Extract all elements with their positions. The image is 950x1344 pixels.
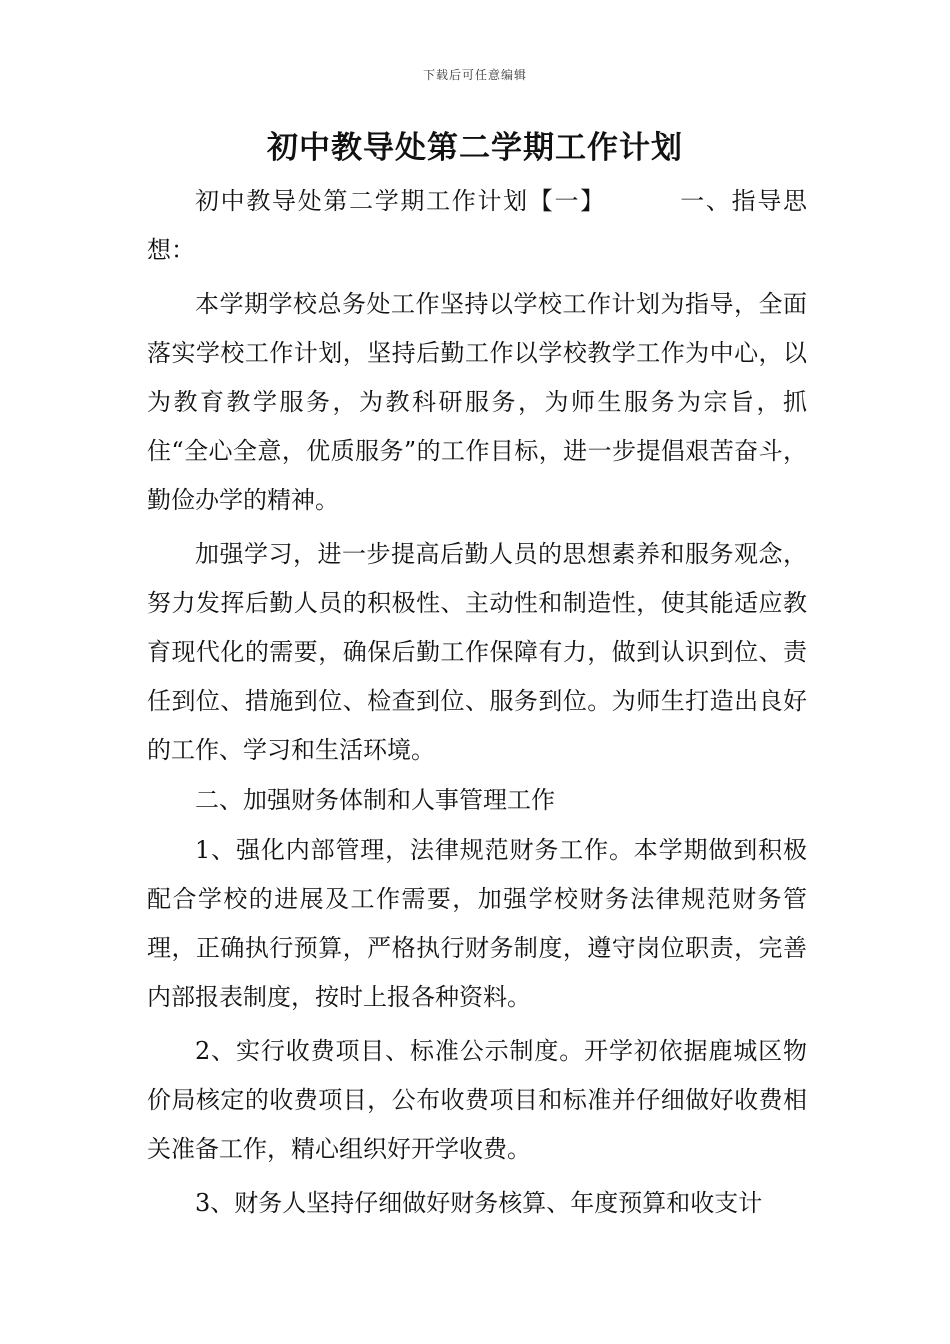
section-heading: 二、加强财务体制和人事管理工作 bbox=[195, 786, 555, 814]
body-paragraph: 加强学习，进一步提高后勤人员的思想素养和服务观念，努力发挥后勤人员的积极性、主动性和制造性，使其能适应教育现代化的需要，确保后勤工作保障有力，做到认识到位、责任到位、措施到位、检查到位、服务到位。为师生打造出良好的工作、学习和生活环境。 bbox=[147, 540, 807, 764]
body-paragraph: 2、实行收费项目、标准公示制度。开学初依据鹿城区物价局核定的收费项目，公布收费项目和标准并仔细做好收费相关准备工作，精心组织好开学收费。 bbox=[147, 1037, 807, 1163]
body-paragraph: 3、财务人坚持仔细做好财务核算、年度预算和收支计 bbox=[195, 1189, 763, 1217]
body-paragraph: 1、强化内部管理，法律规范财务工作。本学期做到积极配合学校的进展及工作需要，加强学校财务法律规范财务管理，正确执行预算，严格执行财务制度，遵守岗位职责，完善内部报表制度，按时上报各种资料。 bbox=[147, 836, 807, 1011]
body-paragraph: 本学期学校总务处工作坚持以学校工作计划为指导，全面落实学校工作计划，坚持后勤工作以学校教学工作为中心，以为教育教学服务，为教科研服务，为师生服务为宗旨，抓住“全心全意，优质服务”的工作目标，进一步提倡艰苦奋斗，勤俭办学的精神。 bbox=[147, 290, 807, 514]
header-note: 下载后可任意编辑 bbox=[422, 68, 527, 82]
document-title: 初中教导处第二学期工作计划 bbox=[267, 130, 683, 166]
document-body bbox=[147, 177, 807, 1228]
intro-paragraph: 初中教导处第二学期工作计划【一】 一、指导思想： bbox=[147, 187, 807, 264]
